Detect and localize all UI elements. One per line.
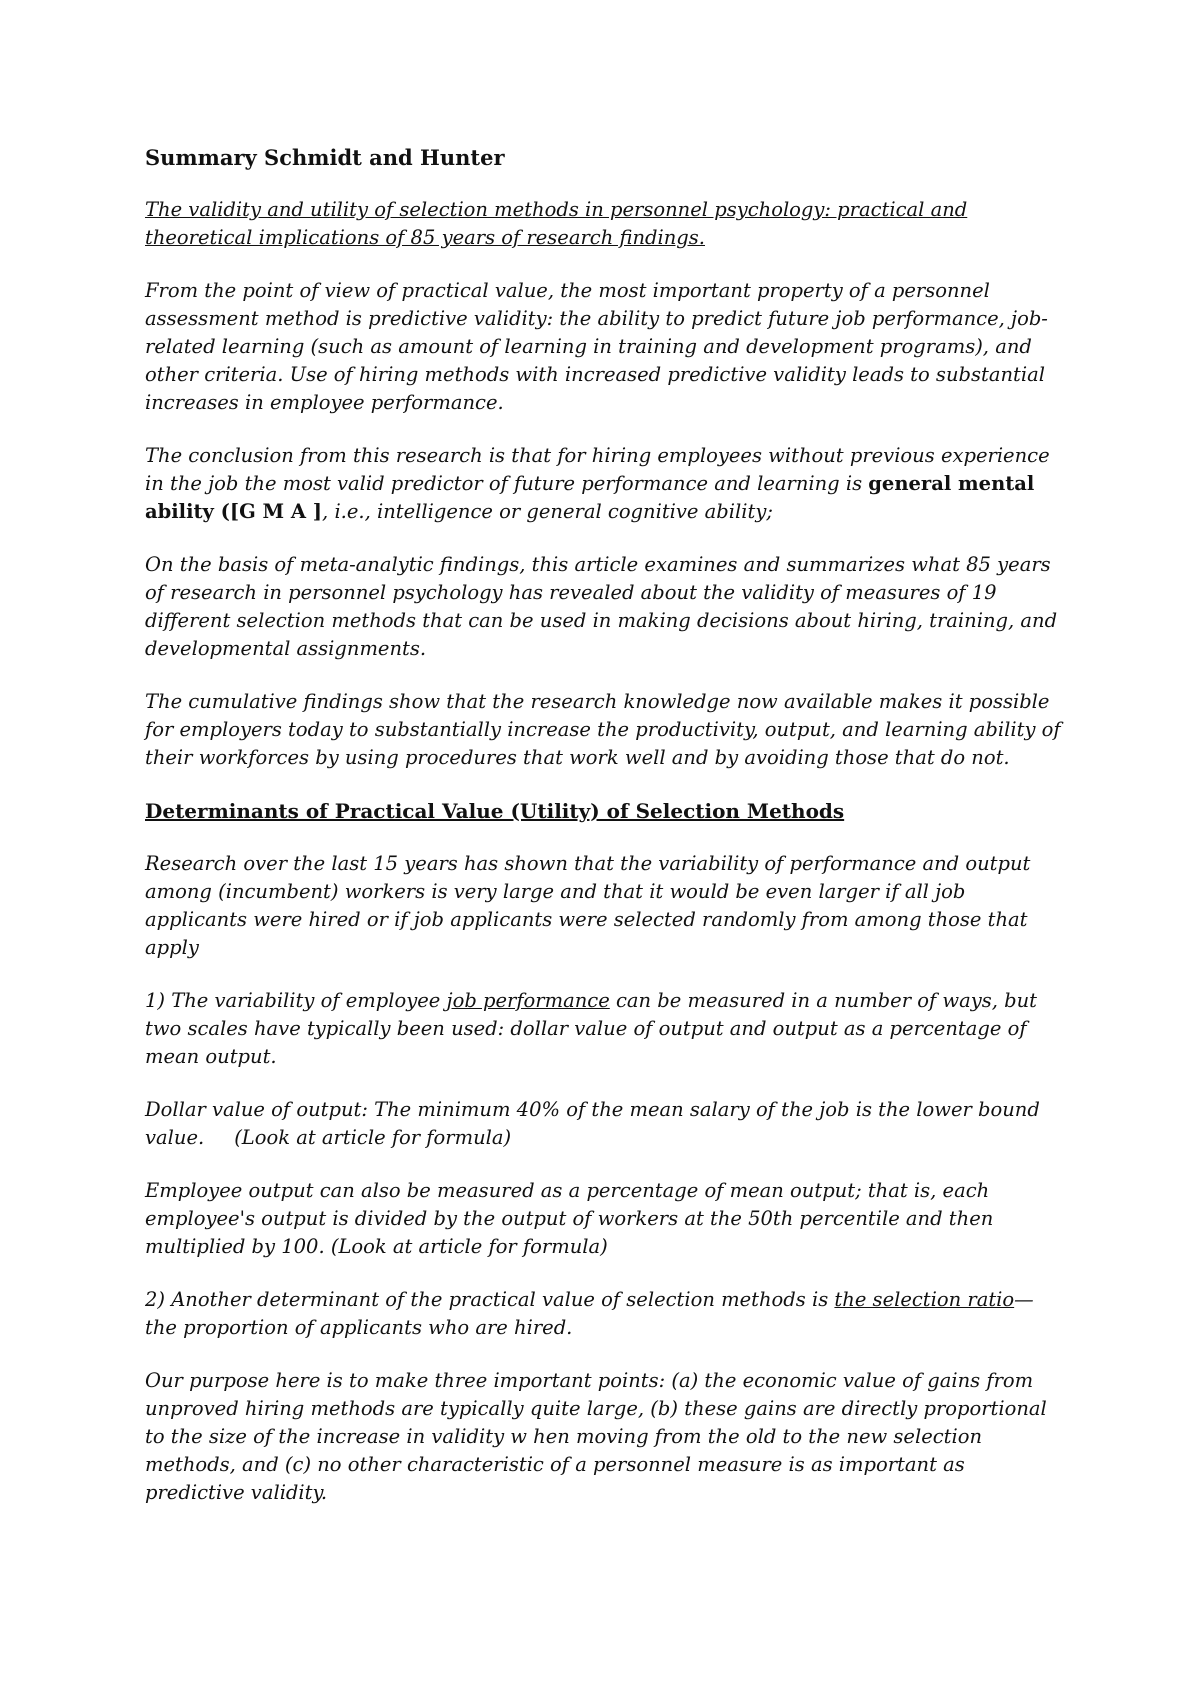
formula-note: (Look at article for formula): [234, 1126, 512, 1149]
job-performance-tail: can be measured in a number of ways, but two scales have typically been used: dollar value of output and output as a percentage of mean output.: [145, 989, 1037, 1068]
selection-ratio-text: 2) Another determinant of the practical value of selection methods is: [145, 1288, 835, 1311]
conclusion-text: The conclusion from this research is that for hiring employees without previous experience in the job the most valid predictor of future performance and learning is: [145, 444, 1050, 495]
dollar-value-text: Dollar value of output: The minimum 40% of the mean salary of the job is the lower bound value.: [145, 1098, 1040, 1149]
paragraph-purpose: Our purpose here is to make three important points: (a) the economic value of gains from unproved hiring methods are typically quite large, (b) these gains are directly proportional to the size of the increase in validity w hen moving from the old to the new selection methods, and (c) no other characteristic of a personnel measure is as important as predictive validity.: [145, 1369, 1047, 1504]
paragraph-job-performance: [145, 987, 1070, 1071]
section-heading: Determinants of Practical Value (Utility) of Selection Methods: [145, 799, 845, 823]
article-citation: [145, 196, 1070, 252]
conclusion-tail: , i.e., intelligence or general cognitive ability;: [322, 500, 773, 523]
selection-ratio-tail: — the proportion of applicants who are hired.: [145, 1288, 1034, 1339]
job-performance-term: job performance: [446, 989, 610, 1012]
document-title: Summary Schmidt and Hunter: [145, 145, 505, 170]
paragraph-dollar-value: [145, 1096, 1070, 1152]
paragraph-cumulative-findings: The cumulative findings show that the research knowledge now available makes it possible for employers today to substantially increase the productivity, output, and learning ability of their workforces by using procedures that work well and by avoiding those that do not.: [145, 690, 1061, 769]
paragraph-conclusion: [145, 442, 1070, 526]
article-title: The validity and utility of selection methods in personnel psychology: practical and theoretical implications of 85 years of research findings.: [145, 198, 968, 249]
paragraph-predictive-validity: From the point of view of practical value, the most important property of a personnel assessment method is predictive validity: the ability to predict future job performance, job-related learning (such as amount of learning in training and development programs), and other criteria. Use of hiring methods with increased predictive validity leads to substantial increases in employee performance.: [145, 279, 1048, 414]
paragraph-variability: Research over the last 15 years has shown that the variability of performance and output among (incumbent) workers is very large and that it would be even larger if all job applicants were hired or if job applicants were selected randomly from among those that apply: [145, 852, 1031, 959]
selection-ratio-term: the selection ratio: [834, 1288, 1015, 1311]
paragraph-meta-analytic: On the basis of meta-analytic findings, this article examines and summarizes what 85 years of research in personnel psychology has revealed about the validity of measures of 19 different selection methods that can be used in making decisions about hiring, training, and developmental assignments.: [145, 553, 1058, 660]
paragraph-employee-output: Employee output can also be measured as a percentage of mean output; that is, each employee's output is divided by the output of workers at the 50th percentile and then multiplied by 100. (Look at article for formula): [145, 1179, 994, 1258]
gma-term: general mental ability ([G M A ]: [145, 472, 1035, 523]
paragraph-selection-ratio: [145, 1286, 1070, 1342]
job-performance-text: 1) The variability of employee: [145, 989, 447, 1012]
